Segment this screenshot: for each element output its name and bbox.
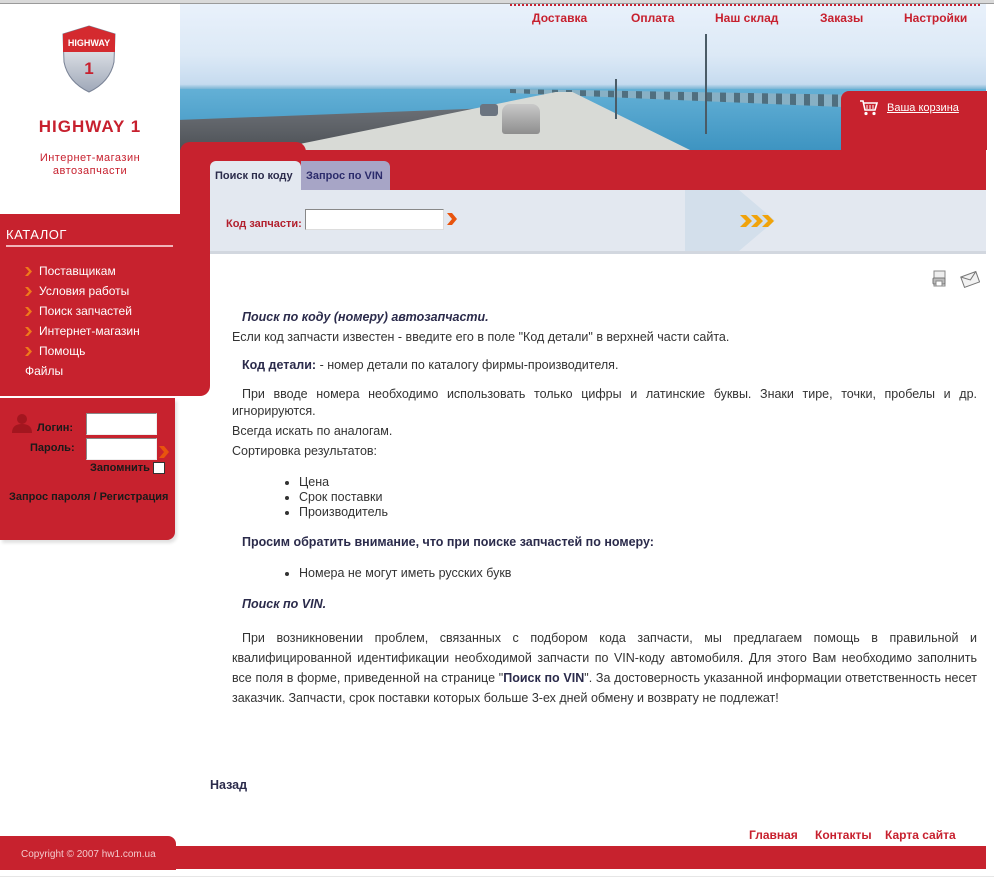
sort-list [232,475,977,520]
triple-chevron-icon [740,214,776,228]
catalog-divider [6,245,173,247]
sidebar-item-parts-search[interactable] [25,304,132,318]
topnav-payment[interactable]: Оплата [631,11,675,25]
paragraph-input-rules: При вводе номера необходимо использовать только цифры и латинские буквы. Знаки тире, точки, пробелы и др. игнорируются. [232,387,977,418]
search-panel [210,190,986,254]
sidebar-item-label: Интернет-магазин [39,324,140,338]
bullet-arrow-icon [25,267,32,276]
bullet-arrow-icon [25,307,32,316]
svg-text:1: 1 [84,59,94,78]
login-submit-arrow-icon[interactable] [158,445,170,459]
paragraph-sorting: Сортировка результатов: [232,444,378,458]
paragraph-code-known: Если код запчасти известен - введите его в поле "Код детали" в верхней части сайта. [232,330,730,344]
list-item: • Срок поставки [299,490,977,505]
topnav-warehouse[interactable]: Наш склад [715,11,779,25]
footer-link-home[interactable]: Главная [749,828,798,842]
top-navigation [500,4,994,34]
print-icon[interactable] [931,270,949,288]
sidebar-item-help[interactable] [25,344,85,358]
bottom-divider [0,876,994,877]
footer-link-sitemap[interactable]: Карта сайта [885,828,956,842]
heading-search-by-code: Поиск по коду (номеру) автозапчасти. [242,310,489,324]
login-label: Логин: [37,422,74,434]
copyright-text: Copyright © 2007 hw1.com.ua [21,849,156,860]
heading-search-by-vin: Поиск по VIN. [242,597,327,611]
vin-page-link[interactable]: Поиск по VIN [503,671,585,685]
sidebar-item-label: Помощь [39,344,86,358]
sidebar-item-label: Поиск запчастей [39,304,132,318]
vin-text-before: При возникновении проблем, связанных с подбором кода запчасти, мы предлагаем помощь в правильной и квалифицированной идентификации необходимой запчасти по VIN-коду автомобиля. Для этого Вам необходимо заполнить все поля в форме, приведенной на странице " [232,631,977,685]
remember-checkbox[interactable] [153,462,165,474]
bullet-arrow-icon [25,347,32,356]
footer-link-contacts[interactable]: Контакты [815,828,872,842]
sidebar-item-suppliers[interactable] [25,264,116,278]
list-item: • Цена [299,475,977,490]
topnav-orders[interactable]: Заказы [820,11,864,25]
paragraph-code-definition [232,357,977,374]
user-icon [11,413,33,433]
bullet-arrow-icon [25,287,32,296]
login-input[interactable] [86,413,157,435]
cart-box [841,91,987,150]
paragraph-vin-help [232,628,977,708]
highway-shield-logo-icon [60,24,118,94]
topnav-settings[interactable]: Настройки [904,11,968,25]
bullet-arrow-icon [25,327,32,336]
code-detail-text: - номер детали по каталогу фирмы-производителя. [316,358,619,372]
sidebar-item-files[interactable] [25,364,63,378]
logo-subtitle-line2: автозапчасти [52,165,128,177]
list-item: • Производитель [299,505,977,520]
sidebar-item-label: Файлы [25,364,64,378]
banner-car [502,104,540,134]
topnav-dotted-line [510,4,980,7]
banner-pole [705,34,707,134]
password-label: Пароль: [30,442,75,454]
tab-search-by-code[interactable]: Поиск по коду [210,161,301,190]
sidebar-red-connector [180,150,210,220]
search-go-arrow-icon[interactable] [446,212,458,226]
remember-label: Запомнить [90,462,150,474]
sidebar-item-online-store[interactable] [25,324,140,338]
part-code-input[interactable] [305,209,444,230]
tab-vin-request[interactable]: Запрос по VIN [301,161,390,190]
list-item: • Номера не могут иметь русских букв [299,566,977,581]
topnav-delivery[interactable]: Доставка [532,11,588,25]
sidebar-item-label: Условия работы [39,284,130,298]
vin-text-after: ". За достоверность указанной информации ответственность несет заказчик. Запчасти, срок поставки которых больше 3-ех дней обмену и возврату не подлежат! [232,671,977,705]
logo-area[interactable] [0,4,180,214]
cart-link[interactable]: Ваша корзина [887,102,959,114]
attention-list [232,566,977,581]
page-tools [931,270,981,290]
logo-subtitle-line1: Интернет-магазин [39,152,141,164]
code-detail-label: Код детали: [242,358,317,372]
attention-heading: Просим обратить внимание, что при поиске запчастей по номеру: [242,535,654,549]
sidebar-item-terms[interactable] [25,284,129,298]
banner-pole [615,79,617,119]
logo-subtitle [0,152,180,178]
catalog-title: КАТАЛОГ [6,227,67,242]
part-code-label: Код запчасти: [226,218,302,230]
password-request-registration-link[interactable]: Запрос пароля / Регистрация [9,491,169,503]
paragraph-analogs: Всегда искать по аналогам. [232,424,393,438]
login-form [0,398,175,540]
email-icon[interactable] [960,270,980,288]
logo-title: HIGHWAY 1 [38,117,142,136]
banner-car-far [480,104,498,116]
svg-text:HIGHWAY: HIGHWAY [67,38,111,48]
main-content [232,300,977,708]
cart-icon[interactable] [859,100,879,116]
sidebar-item-label: Поставщикам [39,264,116,278]
password-input[interactable] [86,438,157,460]
back-link[interactable]: Назад [210,778,248,792]
